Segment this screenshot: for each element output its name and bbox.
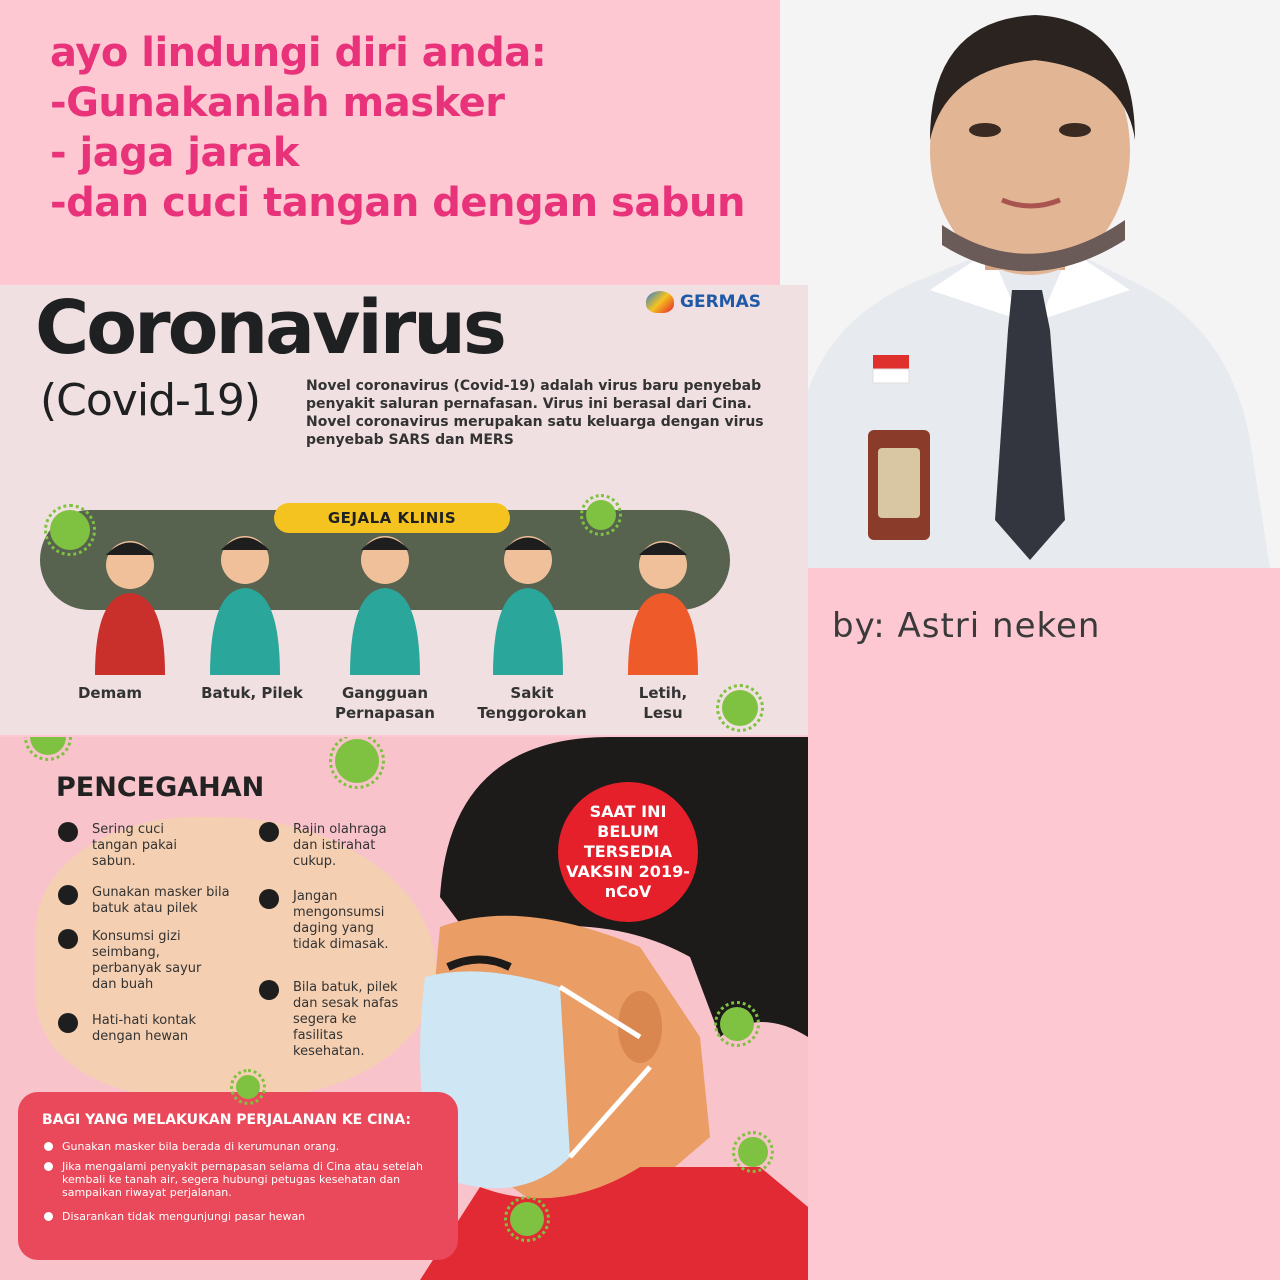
symptom-label-1: Demam	[77, 684, 142, 702]
symptoms-figures	[0, 285, 808, 735]
prevention-item-left-1: Sering cuci tangan pakai sabun.	[92, 822, 202, 870]
travel-advice-box	[18, 1092, 458, 1260]
author-credit: by: Astri neken	[832, 606, 1101, 646]
virus-icon	[586, 500, 616, 530]
virus-icon	[722, 690, 758, 726]
prevention-item-left-2: Gunakan masker bila batuk atau pilek	[92, 885, 252, 917]
germas-logo-text: GERMAS	[680, 292, 761, 312]
virus-icon	[738, 1137, 768, 1167]
virus-icon	[30, 737, 66, 755]
virus-icon	[236, 1075, 260, 1099]
prevention-item-right-3: Bila batuk, pilek dan sesak nafas segera ke fasilitas kesehatan.	[293, 980, 408, 1060]
virus-icon	[720, 1007, 754, 1041]
travel-item-3: Disarankan tidak mengunjungi pasar hewan	[62, 1210, 452, 1223]
headline-line-3: - jaga jarak	[50, 130, 299, 176]
symptom-label-2: Batuk, Pilek	[201, 684, 303, 702]
prevention-header: PENCEGAHAN	[56, 772, 265, 803]
virus-icon	[50, 510, 90, 550]
prevention-item-right-1: Rajin olahraga dan istirahat cukup.	[293, 822, 408, 870]
headline-line-4: -dan cuci tangan dengan sabun	[50, 180, 745, 226]
prevention-item-right-2: Jangan mengonsumsi daging yang tidak dimasak.	[293, 889, 408, 953]
symptom-label-3: Gangguan Pernapasan	[335, 684, 435, 722]
headline	[50, 28, 790, 228]
headline-line-1: ayo lindungi diri anda:	[50, 30, 547, 76]
vaccine-badge: SAAT INI BELUM TERSEDIA VAKSIN 2019-nCoV	[558, 782, 698, 922]
infographic-subtitle: (Covid-19)	[40, 375, 261, 426]
figure-letih-icon	[628, 541, 698, 675]
infographic-title: Coronavirus	[35, 285, 504, 371]
portrait-photo	[780, 0, 1280, 568]
headline-line-2: -Gunakanlah masker	[50, 80, 505, 126]
symptoms-header: GEJALA KLINIS	[274, 503, 510, 533]
travel-item-2: Jika mengalami penyakit pernapasan selama di Cina atau setelah kembali ke tanah air, segera hubungi petugas kesehatan dan sampaikan riwayat perjalanan.	[62, 1160, 452, 1199]
prevention-item-left-3: Konsumsi gizi seimbang, perbanyak sayur dan buah	[92, 929, 222, 993]
figure-sakit-icon	[493, 536, 563, 675]
travel-item-1: Gunakan masker bila berada di kerumunan orang.	[62, 1140, 452, 1153]
symptom-label-5: Letih, Lesu	[638, 684, 688, 722]
travel-header: BAGI YANG MELAKUKAN PERJALANAN KE CINA:	[42, 1112, 412, 1128]
symptom-label-4: Sakit Tenggorokan	[477, 684, 587, 722]
virus-icon	[510, 1202, 544, 1236]
portrait-illustration	[780, 0, 1280, 568]
infographic-top	[0, 285, 808, 735]
infographic-bottom	[0, 737, 808, 1280]
figure-batuk-icon	[210, 536, 280, 675]
prevention-item-left-4: Hati-hati kontak dengan hewan	[92, 1013, 222, 1045]
infographic-description: Novel coronavirus (Covid-19) adalah virus baru penyebab penyakit saluran pernafasan. Virus ini berasal dari Cina. Novel coronavirus merupakan satu keluarga dengan virus penyebab SARS dan MERS	[306, 378, 764, 448]
virus-icon	[335, 739, 379, 783]
figure-gangguan-icon	[350, 536, 420, 675]
figure-demam-icon	[95, 541, 165, 675]
